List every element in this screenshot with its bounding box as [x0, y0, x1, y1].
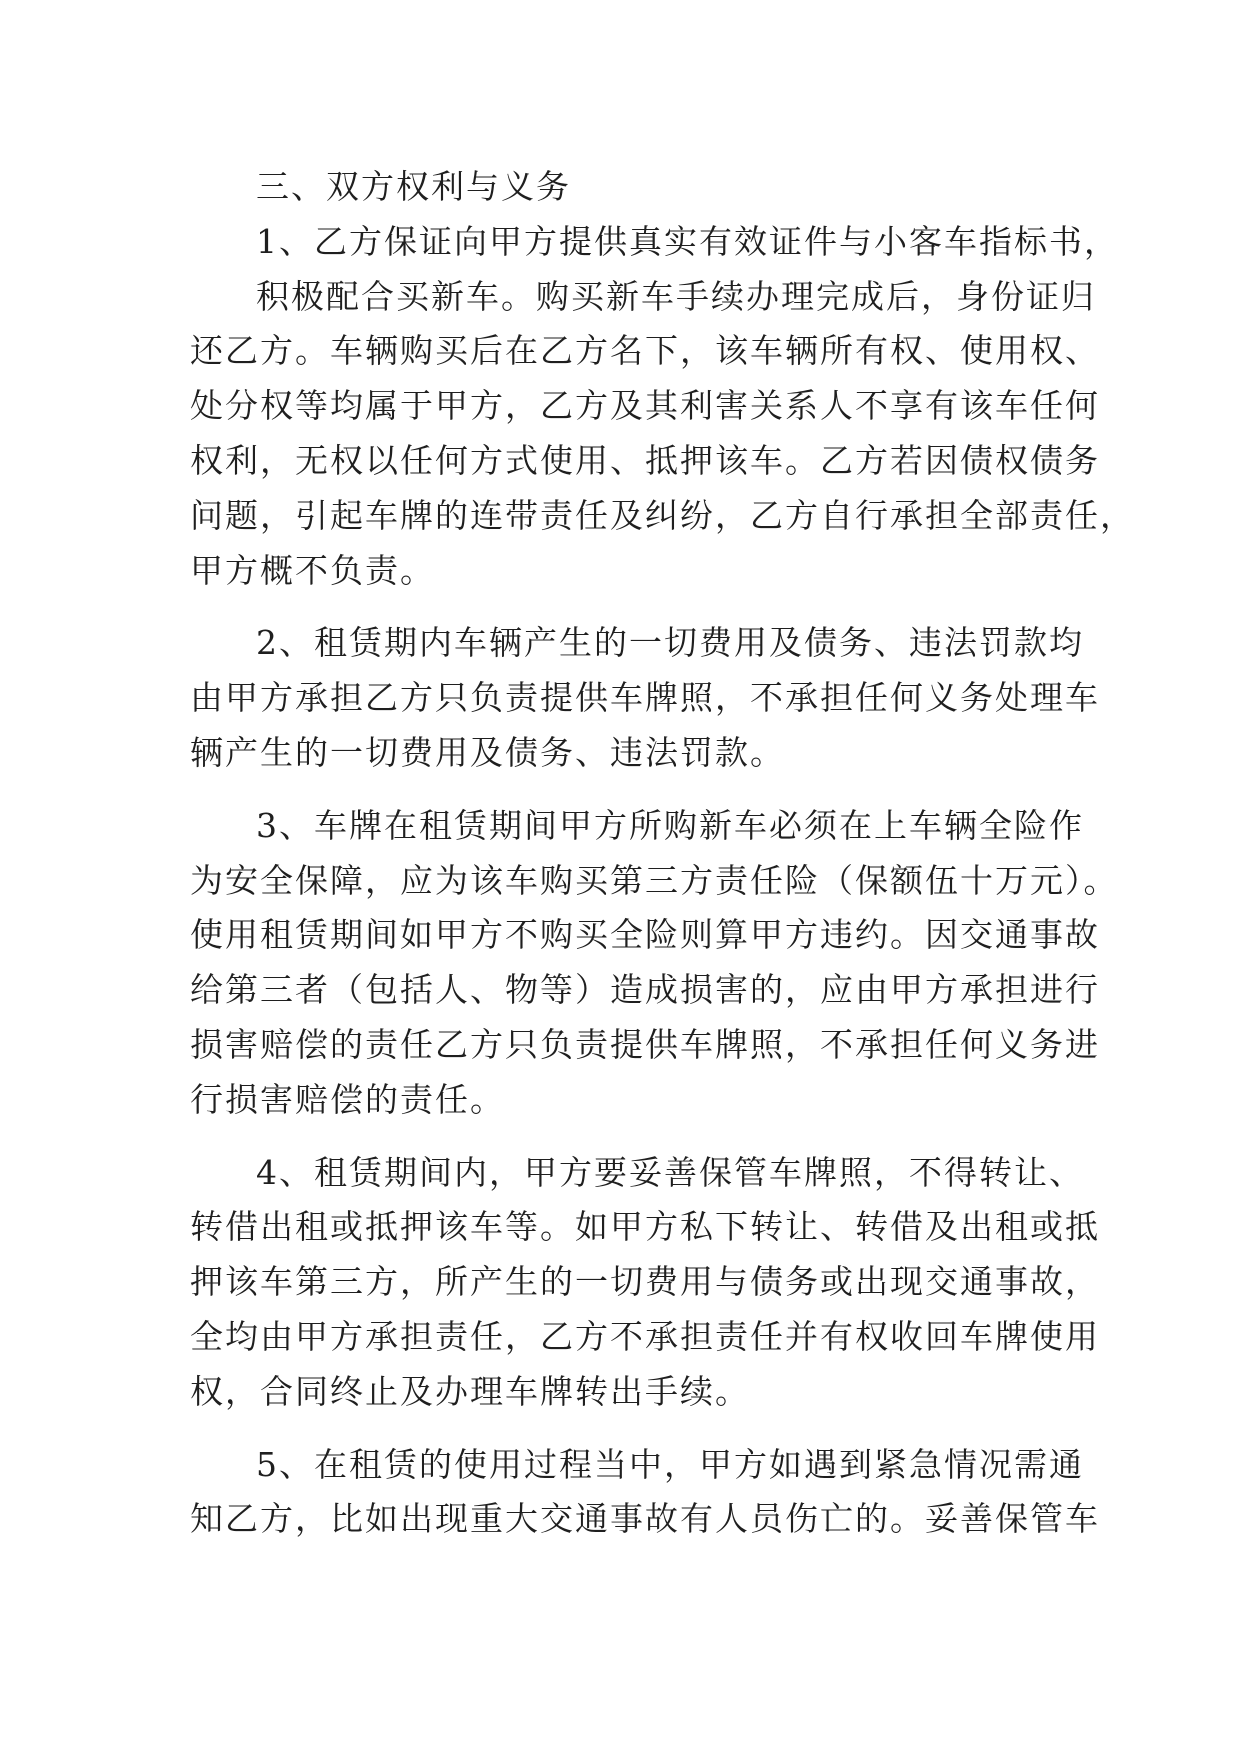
clause-line: 行损害赔偿的责任。: [190, 1079, 505, 1119]
clause-line: 4、租赁期间内，甲方要妥善保管车牌照，不得转让、: [256, 1152, 1084, 1192]
clause-line: 使用租赁期间如甲方不购买全险则算甲方违约。因交通事故: [190, 915, 1100, 955]
clause-5: [190, 1438, 1100, 1548]
clause-2: [190, 616, 1100, 780]
clause-line: 3、车牌在租赁期间甲方所购新车必须在上车辆全险作: [256, 805, 1084, 845]
clause-line: 还乙方。车辆购买后在乙方名下，该车辆所有权、使用权、: [190, 331, 1100, 371]
clause-line: 辆产生的一切费用及债务、违法罚款。: [190, 732, 785, 772]
clause-line: 积极配合买新车。购买新车手续办理完成后，身份证归: [256, 276, 1096, 316]
clause-line: 2、租赁期内车辆产生的一切费用及债务、违法罚款均: [256, 623, 1084, 663]
clause-line: 5、在租赁的使用过程当中，甲方如遇到紧急情况需通: [256, 1444, 1084, 1484]
clause-line: 损害赔偿的责任乙方只负责提供车牌照，不承担任何义务进: [190, 1024, 1100, 1064]
clause-line: 转借出租或抵押该车等。如甲方私下转让、转借及出租或抵: [190, 1207, 1100, 1247]
paragraph-gap: [190, 1420, 1050, 1438]
clause-line: 给第三者（包括人、物等）造成损害的，应由甲方承担进行: [190, 970, 1100, 1010]
paragraph-gap: [190, 781, 1050, 799]
clause-line: 为安全保障，应为该车购买第三方责任险（保额伍十万元）。: [190, 860, 1119, 900]
clause-line: 1、乙方保证向甲方提供真实有效证件与小客车指标书，: [256, 221, 1119, 261]
clause-line: 知乙方，比如出现重大交通事故有人员伤亡的。妥善保管车: [190, 1499, 1100, 1539]
clause-4: [190, 1146, 1100, 1420]
section-heading: 三、双方权利与义务: [256, 167, 571, 206]
contract-body: [190, 160, 1135, 1547]
clause-line: 处分权等均属于甲方，乙方及其利害关系人不享有该车任何: [190, 386, 1100, 426]
paragraph-gap: [190, 598, 1050, 616]
paragraph-gap: [190, 1128, 1050, 1146]
clause-line: 问题，引起车牌的连带责任及纠纷，乙方自行承担全部责任，: [190, 495, 1135, 535]
clause-line: 权，合同终止及办理车牌转出手续。: [190, 1371, 750, 1411]
clause-line: 权利，无权以任何方式使用、抵押该车。乙方若因债权债务: [190, 440, 1100, 480]
clause-3: [190, 799, 1119, 1128]
clause-1: [190, 215, 1135, 599]
clause-line: 押该车第三方，所产生的一切费用与债务或出现交通事故，: [190, 1262, 1100, 1302]
clause-line: 甲方概不负责。: [190, 550, 435, 590]
clause-line: 由甲方承担乙方只负责提供车牌照，不承担任何义务处理车: [190, 678, 1100, 718]
clause-line: 全均由甲方承担责任，乙方不承担责任并有权收回车牌使用: [190, 1316, 1100, 1356]
